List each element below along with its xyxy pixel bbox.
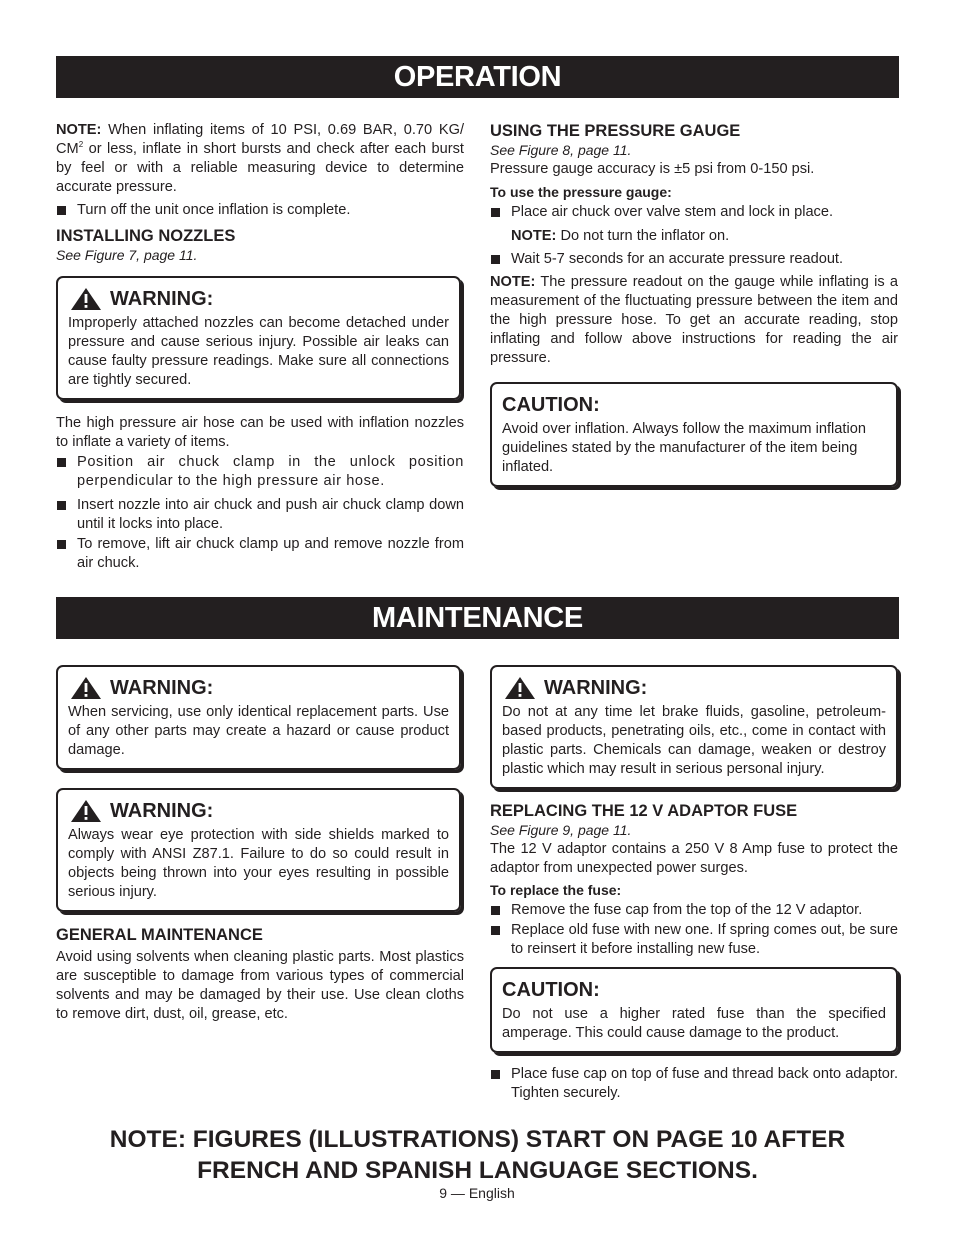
warning-text: Do not at any time let brake fluids, gasoline, petroleum-based products, penetrating oils, etc., come in contact with plastic parts. Chemicals can damage, weaken or destroy plastic which may result in serious personal injury. [502, 704, 886, 777]
list-item: Wait 5-7 seconds for an accurate pressure readout. [490, 250, 898, 269]
caution-title: CAUTION: [502, 978, 600, 1001]
caution-header [502, 390, 886, 420]
warning-title: WARNING: [110, 799, 214, 822]
note-text: When inflating items of 10 PSI, 0.69 BAR, 0.70 KG/ CM [56, 122, 464, 157]
warning-header [68, 796, 449, 826]
operation-banner: OPERATION [56, 56, 899, 98]
general-maintenance-text: Avoid using solvents when cleaning plastic parts. Most plastics are susceptible to damage from various types of commercial solvents and may be damaged by their use. Use clean cloths to remove dirt, dust, oil, grease, etc. [56, 949, 464, 1022]
inflation-caution-box [490, 382, 898, 487]
maintenance-right-column [490, 665, 898, 1103]
caution-text: Avoid over inflation. Always follow the maximum inflation guidelines stated by the manufacturer of the item being inflated. [502, 421, 866, 475]
note-label: NOTE: [490, 274, 536, 290]
pressure-gauge-heading: USING THE PRESSURE GAUGE [490, 122, 741, 140]
note-superscript: 2 [78, 140, 84, 150]
fuse-final-step [490, 1065, 898, 1103]
inline-note [490, 227, 898, 246]
warning-title: WARNING: [544, 676, 648, 699]
maintenance-banner: MAINTENANCE [56, 597, 899, 639]
list-item: Place fuse cap on top of fuse and thread back onto adaptor. Tighten securely. [490, 1065, 898, 1103]
note-text: The pressure readout on the gauge while inflating is a measurement of the fluctuating pressure between the item and the high pressure hose. To get an accurate reading, stop inflating and follow above instructions for reading the air pressure. [490, 274, 898, 366]
operation-left-column [56, 121, 464, 573]
list-item: Position air chuck clamp in the unlock position perpendicular to the high pressure air hose. [56, 453, 464, 491]
warning-triangle-icon [70, 676, 102, 700]
hose-intro: The high pressure air hose can be used with inflation nozzles to inflate a variety of items. [56, 415, 464, 450]
note-label: NOTE: [56, 122, 102, 138]
inflation-note [56, 121, 464, 197]
gauge-steps [490, 203, 898, 222]
warning-text: Always wear eye protection with side shields marked to comply with ANSI Z87.1. Failure to do so could result in objects being thrown into your eyes resulting in possible serious injury. [68, 827, 449, 900]
caution-title: CAUTION: [502, 393, 600, 416]
page-number: 9 — English [439, 1185, 515, 1201]
note-text: Do not turn the inflator on. [556, 228, 730, 244]
caution-text: Do not use a higher rated fuse than the specified amperage. This could cause damage to the product. [502, 1006, 886, 1041]
figures-location-note [56, 1124, 899, 1186]
nozzle-steps [56, 453, 464, 573]
nozzle-warning-box [56, 276, 461, 400]
replacement-parts-warning-box [56, 665, 461, 770]
note-label: NOTE: [511, 228, 557, 244]
warning-title: WARNING: [110, 676, 214, 699]
list-item: Replace old fuse with new one. If spring comes out, be sure to reinsert it before installing new fuse. [490, 921, 898, 959]
turn-off-list [56, 201, 464, 220]
list-item: Turn off the unit once inflation is complete. [56, 201, 464, 220]
operation-right-column [490, 121, 898, 487]
warning-header [502, 673, 886, 703]
warning-triangle-icon [70, 799, 102, 823]
figure-reference: See Figure 7, page 11. [56, 247, 198, 263]
fuse-intro: The 12 V adaptor contains a 250 V 8 Amp fuse to protect the adaptor from unexpected power surges. [490, 841, 898, 876]
note-line: FRENCH AND SPANISH LANGUAGE SECTIONS. [197, 1157, 758, 1184]
gauge-steps-continued [490, 250, 898, 269]
installing-nozzles-heading: INSTALLING NOZZLES [56, 227, 236, 245]
warning-text: When servicing, use only identical replacement parts. Use of any other parts may create a hazard or cause product damage. [68, 704, 449, 758]
fuse-steps [490, 901, 898, 959]
gauge-subheading: To use the pressure gauge: [490, 184, 672, 200]
fuse-subheading: To replace the fuse: [490, 882, 622, 898]
caution-header [502, 975, 886, 1005]
warning-triangle-icon [70, 287, 102, 311]
note-line: NOTE: FIGURES (ILLUSTRATIONS) START ON PAGE 10 AFTER [109, 1126, 846, 1153]
general-maintenance-heading: GENERAL MAINTENANCE [56, 926, 263, 944]
figure-reference: See Figure 8, page 11. [490, 142, 632, 158]
list-item: Insert nozzle into air chuck and push air chuck clamp down until it locks into place. [56, 496, 464, 534]
warning-header [68, 284, 449, 314]
list-item: Place air chuck over valve stem and lock in place. [490, 203, 898, 222]
maintenance-left-column [56, 665, 464, 1024]
list-item: Remove the fuse cap from the top of the 12 V adaptor. [490, 901, 898, 920]
fuse-heading: REPLACING THE 12 V ADAPTOR FUSE [490, 802, 798, 820]
chemicals-warning-box [490, 665, 898, 789]
fuse-caution-box [490, 967, 898, 1053]
readout-note [490, 273, 898, 368]
note-text-continued: or less, inflate in short bursts and check after each burst by feel or with a reliable measuring device to determine accurate pressure. [56, 141, 464, 195]
warning-triangle-icon [504, 676, 536, 700]
list-item: To remove, lift air chuck clamp up and remove nozzle from air chuck. [56, 535, 464, 573]
figure-reference: See Figure 9, page 11. [490, 822, 632, 838]
gauge-accuracy: Pressure gauge accuracy is ±5 psi from 0-150 psi. [490, 161, 815, 177]
warning-header [68, 673, 449, 703]
eye-protection-warning-box [56, 788, 461, 912]
warning-title: WARNING: [110, 287, 214, 310]
warning-text: Improperly attached nozzles can become detached under pressure and cause serious injury. Possible air leaks can cause faulty pressure readings. Make sure all connections are tightly secured. [68, 315, 449, 388]
